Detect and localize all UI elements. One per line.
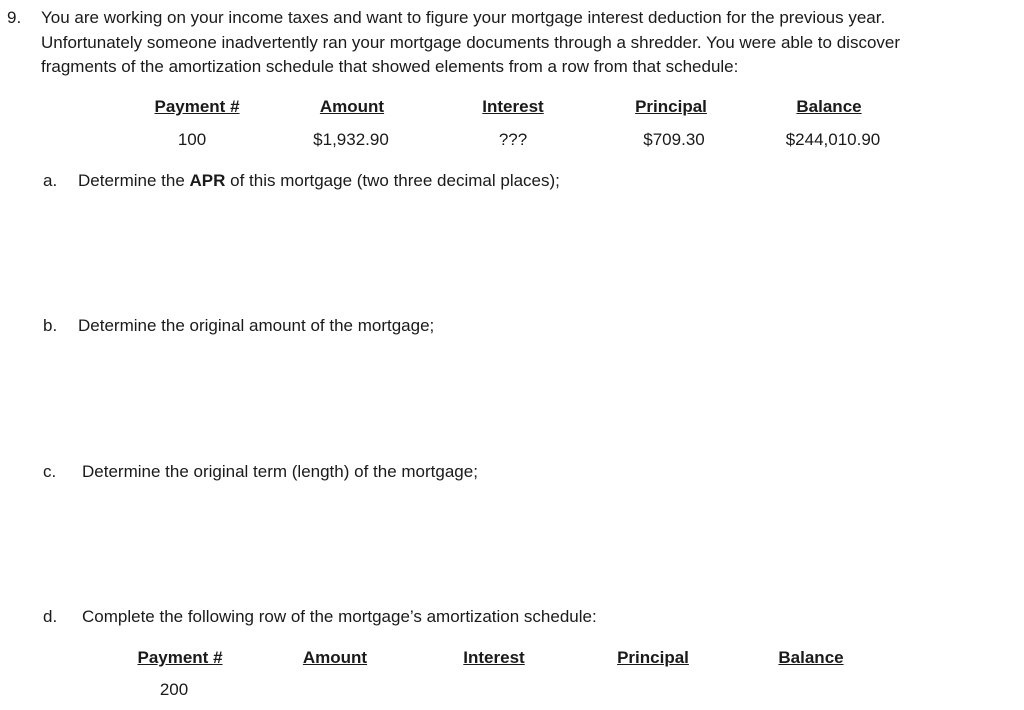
table1-cell-balance: $244,010.90 [785,130,881,149]
table1-header-amount: Amount [319,97,385,116]
table1-header-balance: Balance [796,97,862,116]
table1-cell-interest: ??? [498,130,528,149]
part-a-prefix: Determine the [78,171,190,190]
table2-header-balance: Balance [778,648,844,667]
table1-cell-principal: $709.30 [643,130,705,149]
part-b-letter: b. [43,316,58,335]
part-b-text: Determine the original amount of the mortgage; [78,316,435,335]
question-number: 9. [7,8,22,27]
table2-cell-payment: 200 [159,680,189,699]
table1-header-principal: Principal [635,97,707,116]
table1-header-payment: Payment # [154,97,240,116]
part-c-letter: c. [43,462,57,481]
table2-header-amount: Amount [302,648,368,667]
part-a-letter: a. [43,171,58,190]
table2-header-interest: Interest [463,648,525,667]
question-text-line-1: You are working on your income taxes and want to figure your mortgage interest deduction for the previous year. [41,8,886,27]
table1-cell-payment: 100 [177,130,207,149]
part-a-text [78,170,560,192]
question-text-line-2: Unfortunately someone inadvertently ran your mortgage documents through a shredder. You were able to discover [41,33,901,52]
part-a-apr-bold: APR [189,171,226,190]
table2-header-principal: Principal [617,648,689,667]
part-d-letter: d. [43,607,58,626]
part-a-suffix: of this mortgage (two three decimal places); [225,171,560,190]
table1-header-interest: Interest [482,97,544,116]
question-text-line-3: fragments of the amortization schedule that showed elements from a row from that schedule: [41,57,739,76]
table1-cell-amount: $1,932.90 [313,130,389,149]
table2-header-payment: Payment # [137,648,223,667]
part-d-text: Complete the following row of the mortgage’s amortization schedule: [82,607,597,626]
part-c-text: Determine the original term (length) of the mortgage; [82,462,478,481]
